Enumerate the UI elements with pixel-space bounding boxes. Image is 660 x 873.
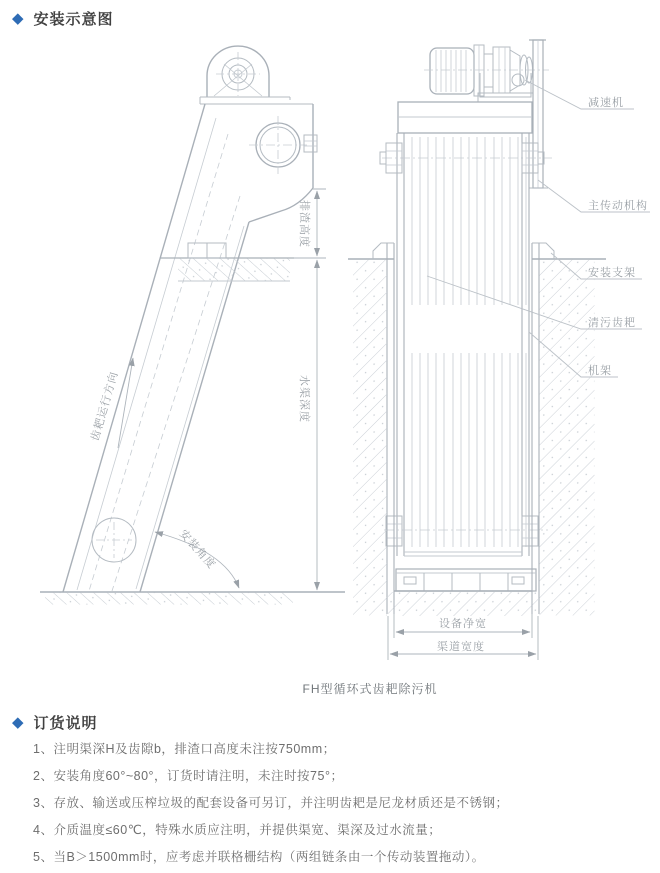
ordering-notes-list (33, 741, 643, 873)
note-item-3: 3、存放、输送或压榨垃圾的配套设备可另订，并注明齿耙是尼龙材质还是不锈钢； (33, 796, 509, 810)
diamond-icon: ◆ (12, 714, 24, 731)
note-item-4: 4、介质温度≤60℃，特殊水质应注明，并提供渠宽、渠深及过水流量； (33, 823, 442, 837)
label-equip-net-width: 设备净宽 (439, 618, 487, 630)
label-channel-depth: 水渠深度 (298, 375, 310, 423)
label-rake-direction: 齿耙运行方向 (89, 370, 121, 443)
label-mount-bracket: 安装支架 (588, 267, 636, 279)
install-section-title (12, 8, 114, 29)
label-reducer: 减速机 (588, 97, 624, 109)
order-section-title (12, 712, 98, 733)
installation-diagram (0, 28, 660, 708)
rake-bars-lower (412, 353, 526, 547)
label-main-drive: 主传动机构 (588, 200, 648, 212)
diagram-caption: FH型循环式齿耙除污机 (302, 682, 438, 696)
diagram-svg (0, 28, 660, 708)
label-channel-width: 渠道宽度 (437, 641, 485, 653)
side-view-dimensions (118, 189, 326, 590)
note-item-5: 5、当B＞1500mm时，应考虑并联格栅结构（两组链条由一个传动装置拖动）。 (33, 850, 485, 864)
diamond-icon: ◆ (12, 10, 24, 27)
label-frame: 机架 (588, 365, 612, 377)
label-cleaning-rake: 清污齿耙 (588, 317, 636, 329)
note-item-2: 2、安装角度60°~80°，订货时请注明，未注时按75°； (33, 769, 344, 783)
front-view (348, 40, 606, 616)
section-title-text: 订货说明 (33, 715, 98, 732)
left-bracket (373, 243, 394, 259)
side-view (40, 46, 345, 604)
right-bracket (532, 243, 554, 259)
label-discharge-height: 排渣高度 (298, 200, 310, 248)
rake-bars-upper (412, 137, 526, 305)
section-title-text: 安装示意图 (33, 11, 114, 28)
label-install-angle: 安装角度 (176, 527, 218, 572)
note-item-1: 1、注明渠深H及齿隙b，排渣口高度未注按750mm； (33, 742, 336, 756)
